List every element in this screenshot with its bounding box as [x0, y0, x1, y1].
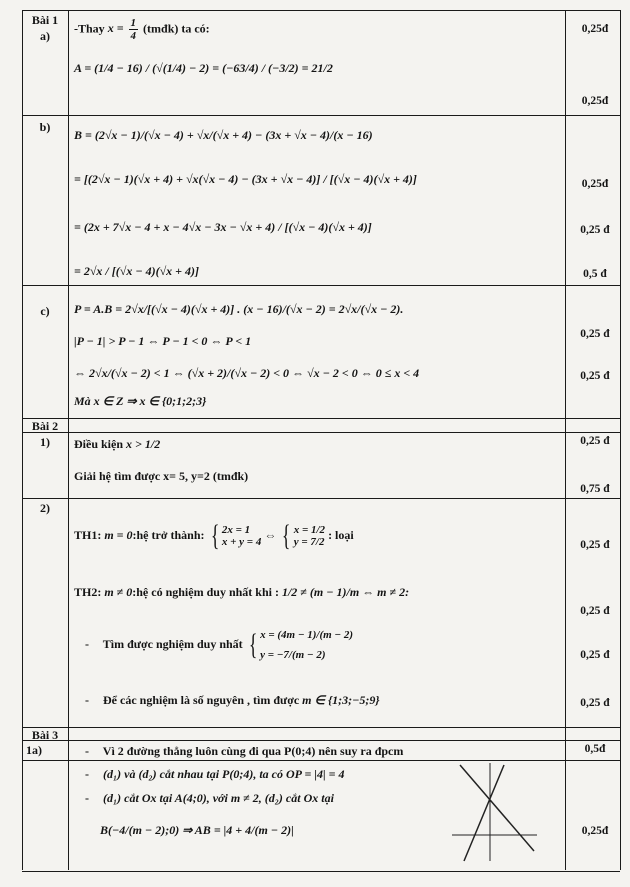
- label-1a: 1a): [26, 743, 42, 757]
- solution-line: Giải hệ tìm được x= 5, y=2 (tmđk): [74, 469, 249, 483]
- label-1: 1): [40, 435, 50, 449]
- a-calculation: A = (1/4 − 16) / (√(1/4) − 2) = (−63/4) / (−3/2) = 21/2: [74, 61, 333, 75]
- label-2: 2): [40, 501, 50, 515]
- label-bai1: Bài 1: [31, 13, 59, 27]
- graph-sketch-icon: [442, 763, 552, 863]
- score: 0,25đ: [581, 23, 609, 35]
- b-line-1: B = (2√x − 1)/(√x − 4) + √x/(√x + 4) − (3x + √x − 4)/(x − 16): [74, 128, 373, 142]
- condition-line: Điều kiện x > 1/2: [74, 437, 161, 451]
- score: 0,25 đ: [580, 605, 610, 617]
- ox-intersection-line: - (d₁) cắt Ox tại A(4;0), với m ≠ 2, (d₂) cắt Ox tại: [85, 791, 334, 805]
- bullet-integer-solutions: - Để các nghiệm là số nguyên , tìm được m ∈ {1;3;−5;9}: [85, 693, 380, 707]
- b-line-4: = 2√x / [(√x − 4)(√x + 4)]: [74, 264, 200, 278]
- intersection-line: - (d₁) và (d₂) cắt nhau tại P(0;4), ta có OP = |4| = 4: [85, 767, 345, 781]
- label-a: a): [40, 29, 50, 43]
- bullet-unique-solution: - Tìm được nghiệm duy nhất { x = (4m − 1)/(m − 2) y = −7/(m − 2): [85, 628, 353, 661]
- score: 0,25 đ: [580, 539, 610, 551]
- row-bai2-1: [22, 432, 620, 499]
- score: 0,25 đ: [580, 224, 610, 236]
- substitution-line: -Thay x = $\frac{1}{4}$ (tmđk) ta có:: [74, 17, 210, 42]
- score: 0,25đ: [581, 178, 609, 190]
- label-b: b): [39, 120, 51, 134]
- row-bai3-1a: [22, 740, 620, 761]
- score: 0,25đ: [581, 95, 609, 107]
- case-1-line: TH1: m = 0:hệ trở thành: { 2x = 1 x + y = 4 ⇔ { x = 1/2 y = 7/2 : loại: [74, 519, 354, 552]
- b-line-3: = (2x + 7√x − 4 + x − 4√x − 3x − √x + 4) / [(√x − 4)(√x + 4)]: [74, 220, 372, 234]
- row-bai3-1a-detail: [22, 760, 620, 872]
- row-bai1-b: [22, 115, 620, 286]
- row-bai2-header: [22, 418, 620, 433]
- row-bai1-a: [22, 10, 620, 116]
- ab-length-line: B(−4/(m − 2);0) ⇒ AB = |4 + 4/(m − 2)|: [100, 823, 294, 837]
- label-bai2: Bài 2: [31, 419, 59, 433]
- through-point-line: - Vì 2 đường thẳng luôn cùng đi qua P(0;4) nên suy ra đpcm: [85, 744, 404, 758]
- score: 0,75 đ: [580, 483, 610, 495]
- score: 0,25 đ: [580, 697, 610, 709]
- score: 0,25đ: [581, 825, 609, 837]
- row-bai2-2: [22, 498, 620, 728]
- c-line-3: ⇔ 2√x/(√x − 2) < 1 ⇔ (√x + 2)/(√x − 2) < 0 ⇔ √x − 2 < 0 ⇔ 0 ≤ x < 4: [74, 366, 420, 380]
- row-bai3-header: [22, 727, 620, 741]
- row-bai1-c: [22, 285, 620, 419]
- score: 0,25 đ: [580, 370, 610, 382]
- score: 0,25 đ: [580, 435, 610, 447]
- label-c: c): [40, 304, 50, 318]
- label-bai3: Bài 3: [31, 728, 59, 742]
- x-value: x = $\frac{1}{4}$: [107, 17, 137, 42]
- b-line-2: = [(2√x − 1)(√x + 4) + √x(√x − 4) − (3x + √x − 4)] / [(√x − 4)(√x + 4)]: [74, 172, 417, 186]
- c-line-4: Mà x ∈ Z ⇒ x ∈ {0;1;2;3}: [74, 394, 207, 408]
- c-line-1: P = A.B = 2√x/[(√x − 4)(√x + 4)] . (x − 16)/(√x − 2) = 2√x/(√x − 2).: [74, 302, 404, 316]
- score: 0,25 đ: [580, 649, 610, 661]
- score: 0,5 đ: [583, 268, 607, 280]
- score: 0,5đ: [584, 743, 606, 755]
- table-border-right: [620, 10, 621, 870]
- c-line-2: |P − 1| > P − 1 ⇔ P − 1 < 0 ⇔ P < 1: [74, 334, 252, 348]
- score: 0,25 đ: [580, 328, 610, 340]
- case-2-line: TH2: m ≠ 0:hệ có nghiệm duy nhất khi : 1/2 ≠ (m − 1)/m ⇔ m ≠ 2:: [74, 585, 410, 599]
